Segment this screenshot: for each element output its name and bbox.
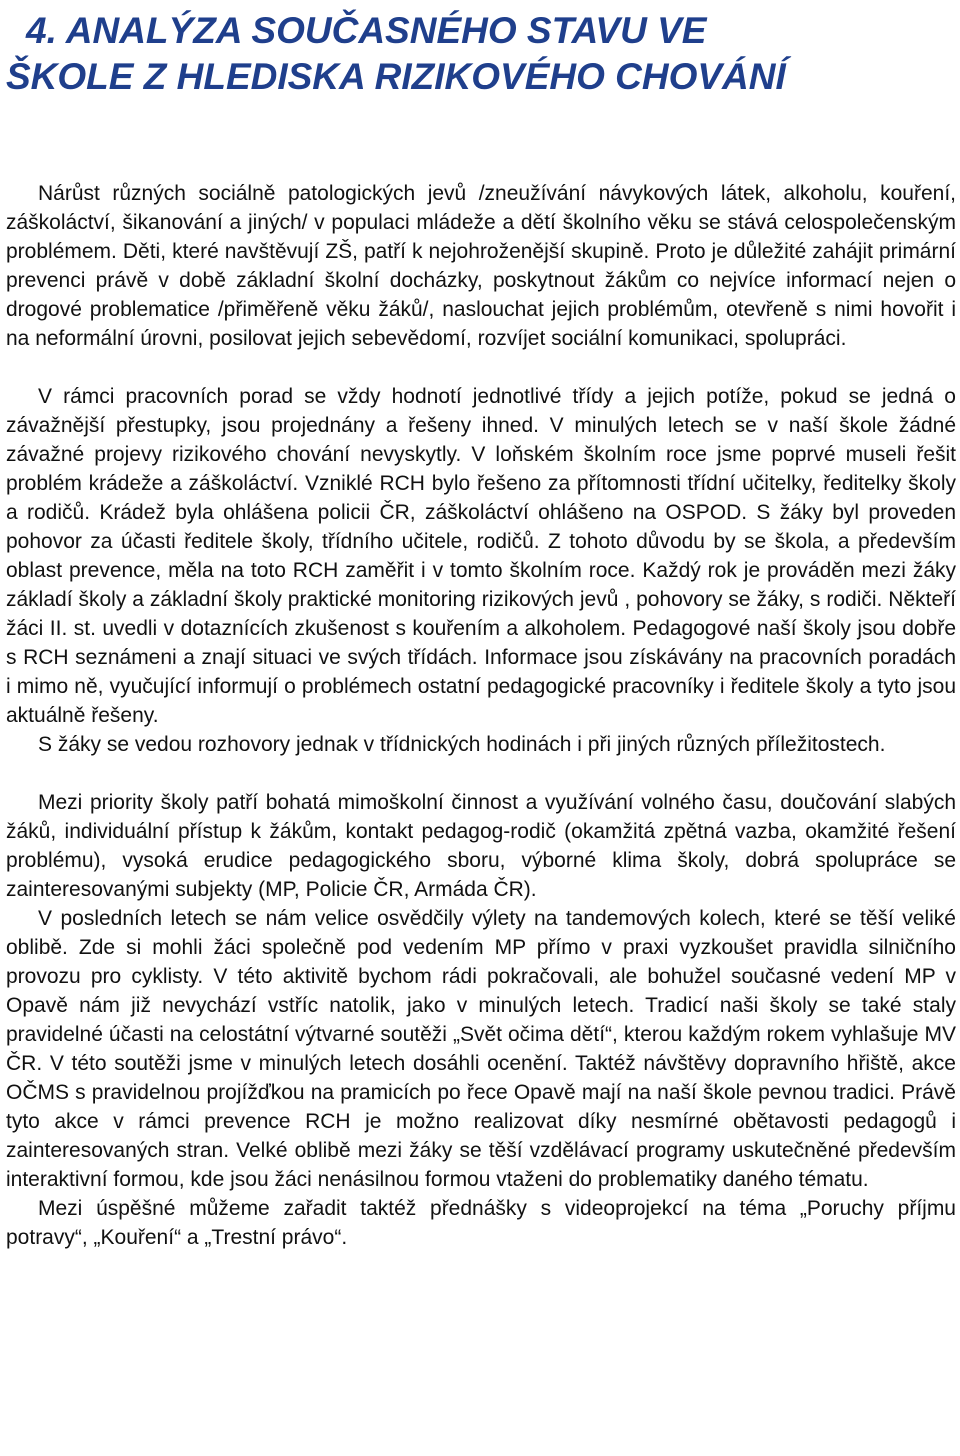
paragraph-intro: Nárůst různých sociálně patologických jevů /zneužívání návykových látek, alkoholu, kouření, záškoláctví, šikanování a jiných/ v populaci mládeže a dětí školního věku se stává celospolečenským problémem. Děti, které navštěvují ZŠ, patří k nejohroženější skupině. Proto je důležité zahájit primární prevenci právě v době základní školní docházky, poskytnout žákům co nejvíce informací nejen o drogové problematice /přiměřeně věku žáků/, naslouchat jejich problémům, otevřeně s nimi hovořit i na neformální úrovni, posilovat jejich sebevědomí, rozvíjet sociální komunikaci, spolupráci.: [6, 182, 956, 350]
section-heading-line-1: 4. ANALÝZA SOUČASNÉHO STAVU VE: [26, 10, 707, 51]
paragraph-activities: V posledních letech se nám velice osvědčily výlety na tandemových kolech, které se těší veliké oblibě. Zde si mohli žáci společně pod vedením MP přímo v praxi vyzkoušet pravidla silničního provozu pro cyklisty. V této aktivitě bychom rádi pokračovali, ale bohužel současné vedení MP v Opavě nám již nevychází vstříc natolik, jako v minulých letech. Tradicí naši školy se také staly pravidelné účasti na celostátní výtvarné soutěži „Svět očima dětí“, kterou každým rokem vyhlašuje MV ČR. V této soutěži jsme v minulých letech dosáhli ocenění. Taktéž návštěvy dopravního hřiště, akce OČMS s pravidelnou projížďkou na pramicích po řece Opavě mají na naší škole pevnou tradici. Právě tyto akce v rámci prevence RCH je možno realizovat díky nesmírné obětavosti pedagogů i zainteresovaných stran. Velké oblibě mezi žáky se těší vzdělávací programy uskutečněné především interaktivní formou, kde jsou žáci nenásilnou formou vtaženi do problematiky daného tématu.: [6, 907, 956, 1191]
document-body: [6, 179, 956, 1252]
paragraph-priorities: Mezi priority školy patří bohatá mimoškolní činnost a využívání volného času, doučování slabých žáků, individuální přístup k žákům, kontakt pedagog-rodič (okamžitá zpětná vazba, okamžité řešení problému), vysoká erudice pedagogického sboru, výborné klima školy, dobrá spolupráce se zainteresovanými subjekty (MP, Policie ČR, Armáda ČR).: [6, 791, 956, 901]
document-page: [6, 8, 956, 1252]
paragraph-lectures: Mezi úspěšné můžeme zařadit taktéž přednášky s videoprojekcí na téma „Poruchy příjmu potravy“, „Kouření“ a „Trestní právo“.: [6, 1197, 956, 1249]
section-heading-line-2: ŠKOLE Z HLEDISKA RIZIKOVÉHO CHOVÁNÍ: [6, 56, 786, 97]
section-heading: [6, 8, 956, 100]
paragraph-staff-meetings: V rámci pracovních porad se vždy hodnotí jednotlivé třídy a jejich potíže, pokud se jedná o závažnější přestupky, jsou projednány a řešeny ihned. V minulých letech se v naší škole žádné závažné projevy rizikového chování nevyskytly. V loňském školním roce jsme poprvé museli řešit problém krádeže a záškoláctví. Vzniklé RCH bylo řešeno za přítomnosti třídní učitelky, ředitelky školy a rodičů. Krádež byla ohlášena policii ČR, záškoláctví ohlášeno na OSPOD. S žáky byl proveden pohovor za účasti ředitele školy, třídního učitele, rodičů. Z tohoto důvodu by se škola, a především oblast prevence, měla na toto RCH zaměřit i v tomto školním roce. Každý rok je prováděn mezi žáky základí školy a základní školy praktické monitoring rizikových jevů , pohovory se žáky, s rodiči. Někteří žáci II. st. uvedli v dotaznících zkušenost s kouřením a alkoholem. Pedagogové naší školy jsou dobře s RCH seznámeni a znají situaci ve svých třídách. Informace jsou získávány na pracovních poradách i mimo ně, vyučující informují o problémech ostatní pedagogické pracovníky i ředitele školy a tyto jsou aktuálně řešeny.: [6, 385, 956, 727]
paragraph-conversations: S žáky se vedou rozhovory jednak v třídnických hodinách i při jiných různých příležitostech.: [38, 733, 886, 756]
